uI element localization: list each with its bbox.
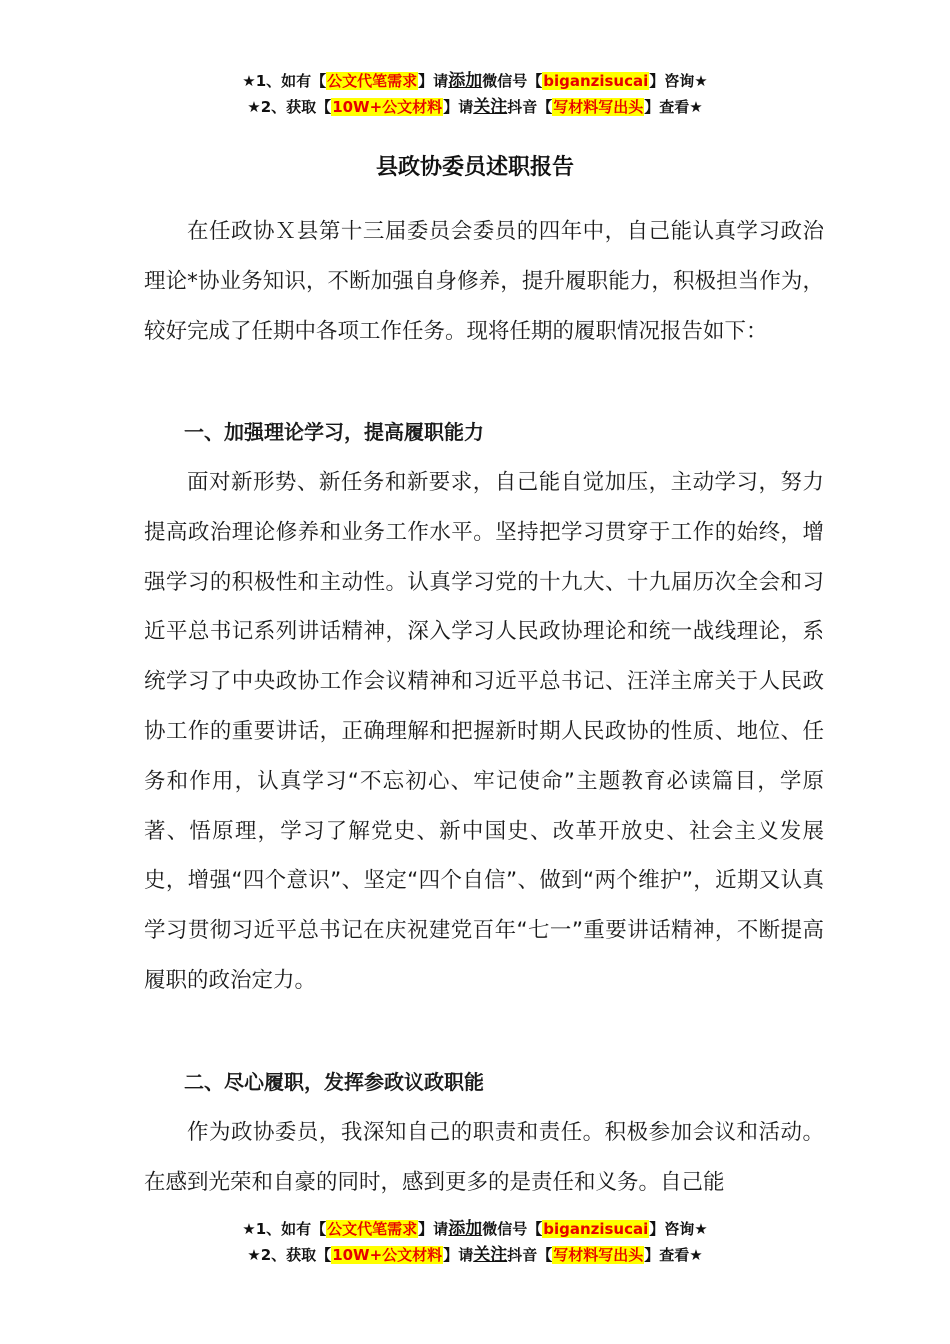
promo-line-1: ★1、如有【公文代笔需求】请添加微信号【biganzisucai】咨询★ [242, 1219, 708, 1239]
promo-wechat-id: biganzisucai [543, 72, 649, 90]
section-1-body-block [144, 458, 824, 1006]
section-1-paragraph: 面对新形势、新任务和新要求，自己能自觉加压，主动学习，努力提高政治理论修养和业务工作水平。坚持把学习贯穿于工作的始终，增强学习的积极性和主动性。认真学习党的十九大、十九届历次全会和习近平总书记系列讲话精神，深入学习人民政协理论和统一战线理论，系统学习了中央政协工作会议精神和习近平总书记、汪洋主席关于人民政协工作的重要讲话，正确理解和把握新时期人民政协的性质、地位、任务和作用，认真学习“不忘初心、牢记使命”主题教育必读篇目，学原著、悟原理，学习了解党史、新中国史、改革开放史、社会主义发展史，增强“四个意识”、坚定“四个自信”、做到“两个维护”，近期又认真学习贯彻习近平总书记在庆祝建党百年“七一”重要讲话精神，不断提高履职的政治定力。 [144, 470, 824, 993]
intro-section [144, 207, 824, 356]
promo-emphasis: 添加 [448, 71, 483, 91]
promo-line-2: ★2、获取【10W+公文材料】请关注抖音【写材料写出头】查看★ [247, 1245, 703, 1265]
promo-emphasis: 关注 [473, 97, 508, 117]
section-2-heading-block [144, 1058, 824, 1108]
promo-douyin-id: 写材料写出头 [553, 1246, 644, 1264]
promo-emphasis: 添加 [448, 1219, 483, 1239]
promo-line-1: ★1、如有【公文代笔需求】请添加微信号【biganzisucai】咨询★ [242, 71, 708, 91]
document-title: 县政协委员述职报告 [375, 155, 574, 180]
top-promo-banner [0, 68, 950, 120]
promo-highlight: 公文代笔需求 [327, 72, 418, 90]
intro-paragraph: 在任政协Ｘ县第十三届委员会委员的四年中，自己能认真学习政治理论*协业务知识，不断加强自身修养，提升履职能力，积极担当作为，较好完成了任期中各项工作任务。现将任期的履职情况报告如下： [144, 219, 824, 344]
promo-highlight: 10W+公文材料 [332, 98, 443, 116]
promo-highlight: 公文代笔需求 [327, 1220, 418, 1238]
promo-highlight: 10W+公文材料 [332, 1246, 443, 1264]
section-2-body-block [144, 1108, 824, 1208]
section-1-heading: 一、加强理论学习，提高履职能力 [184, 420, 484, 444]
section-1-heading-block [144, 408, 824, 458]
promo-emphasis: 关注 [473, 1245, 508, 1265]
bottom-promo-banner [0, 1216, 950, 1268]
section-2-heading: 二、尽心履职，发挥参政议政职能 [184, 1070, 484, 1094]
promo-line-2: ★2、获取【10W+公文材料】请关注抖音【写材料写出头】查看★ [247, 97, 703, 117]
promo-wechat-id: biganzisucai [543, 1220, 649, 1238]
section-2-paragraph: 作为政协委员，我深知自己的职责和责任。积极参加会议和活动。在感到光荣和自豪的同时，感到更多的是责任和义务。自己能 [144, 1120, 824, 1195]
promo-douyin-id: 写材料写出头 [553, 98, 644, 116]
